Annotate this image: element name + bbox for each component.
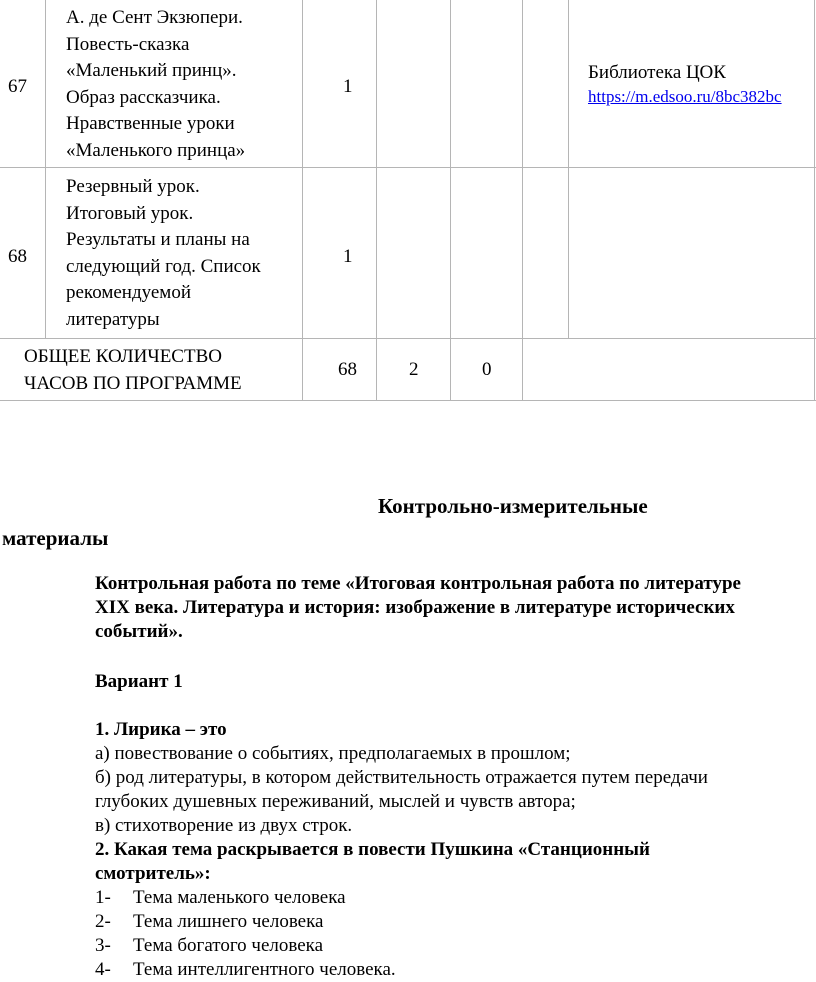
table-col-divider (522, 0, 523, 400)
list-item: 3- Тема богатого человека (95, 935, 324, 956)
resource-link[interactable]: https://m.edsoo.ru/8bc382bc (588, 87, 782, 106)
list-item: 2- Тема лишнего человека (95, 911, 324, 932)
section-title: Контрольно-измерительные (378, 494, 648, 518)
table-col-divider (302, 0, 303, 400)
list-item: 1- Тема маленького человека (95, 887, 346, 908)
answer-option: в) стихотворение из двух строк. (95, 815, 353, 836)
table-col-divider (45, 0, 46, 338)
question-1 (95, 718, 708, 838)
table-col-divider (450, 0, 451, 400)
row-resource: Библиотека ЦОК https://m.edsoo.ru/8bc382bc (588, 62, 782, 106)
row-topic: А. де Сент Экзюпери. Повесть-сказка «Маленький принц». Образ рассказчика. Нравственные уроки «Маленького принца» (66, 7, 246, 161)
question-2-text: 2. Какая тема раскрывается в повести Пушкина «Станционный смотритель»: (95, 839, 650, 884)
row-number: 68 (8, 246, 27, 267)
table-col-divider (568, 0, 569, 338)
row-hours: 1 (343, 246, 353, 267)
total-hours: 68 (338, 359, 357, 380)
table-right-border (814, 0, 815, 400)
question-text: 1. Лирика – это (95, 719, 227, 740)
total-label: ОБЩЕЕ КОЛИЧЕСТВО ЧАСОВ ПО ПРОГРАММЕ (24, 346, 242, 394)
row-topic: Резервный урок. Итоговый урок. Результаты и планы на следующий год. Список рекомендуемой литературы (66, 176, 261, 330)
row-hours: 1 (343, 76, 353, 97)
total-practical: 0 (482, 359, 492, 380)
answer-option: б) род литературы, в котором действительность отражается путем передачи (95, 767, 708, 788)
test-title: Контрольная работа по теме «Итоговая контрольная работа по литературе XIX века. Литература и история: изображение в литературе исторических событий». (95, 573, 741, 642)
variant-heading: Вариант 1 (95, 671, 183, 692)
table-bottom-border (0, 400, 816, 401)
section-title-continuation: материалы (2, 526, 109, 550)
table-row-divider (0, 167, 816, 168)
total-control: 2 (409, 359, 419, 380)
row-number: 67 (8, 76, 27, 97)
table-col-divider (376, 0, 377, 400)
table-row-divider (0, 338, 816, 339)
answer-option: глубоких душевных переживаний, мыслей и чувств автора; (95, 791, 576, 812)
list-item: 4- Тема интеллигентного человека. (95, 959, 396, 980)
answer-option: а) повествование о событиях, предполагаемых в прошлом; (95, 743, 571, 764)
